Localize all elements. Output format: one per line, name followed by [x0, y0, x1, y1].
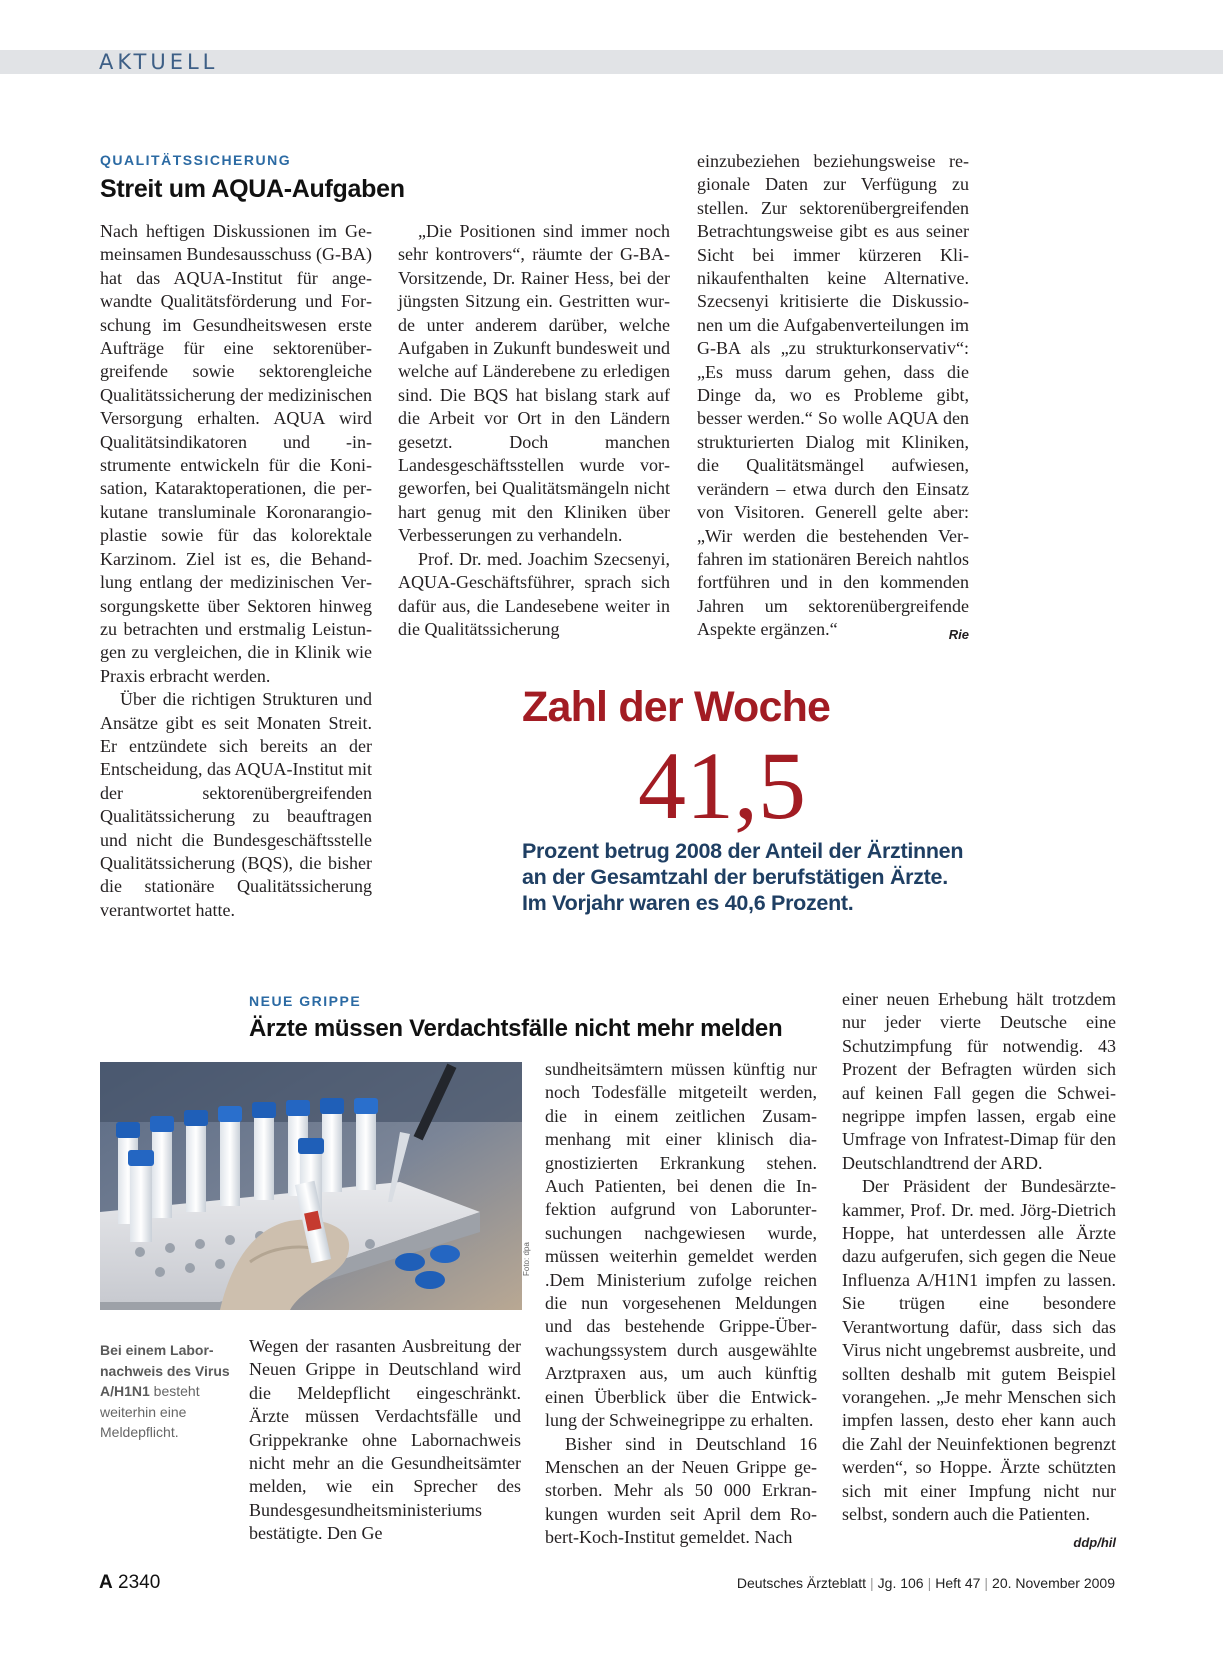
photo-credit: Foto: dpa — [522, 1242, 531, 1276]
article1-author: Rie — [948, 627, 969, 643]
article2-col1-para-1: Wegen der rasanten Ausbreitung der Neuen Grippe in Deutschland wird die Meldepflicht eingeschränkt. Ärzte müssen Verdachtsfälle und Grippekranke ohne Labornachweis nicht mehr an die Gesundheitsämter melden, wie ein Sprecher des Bundesgesundheitsministeriums bestätigte. Den Ge — [249, 1336, 521, 1544]
page-number — [99, 1572, 160, 1594]
section-label: AKTUELL — [99, 50, 219, 74]
zahl-der-woche-line-1: Prozent betrug 2008 der Anteil der Ärztinnen — [522, 839, 964, 863]
zahl-der-woche-text — [522, 838, 962, 916]
article2-col2-para-1: sundheitsämtern müssen künftig nur noch Todesfälle mitgeteilt werden, die in einem zeitlichen Zusammenhang mit einer klinisch diagnostizierten Erkrankung stehen. Auch Patienten, bei denen die Infektion aufgrund von Laboruntersuchungen nachgewiesen wurde, müssen weiterhin gemeldet werden .Dem Ministerium zufolge reichen die nun vorgesehenen Meldungen und das bestehende Grippe-Überwachungssystem durch ausgewählte Arztpraxen aus, um auch künftig einen Überblick über die Entwicklung der Schweinegrippe zu erhalten. — [545, 1059, 817, 1431]
article1-col3-para-1 — [697, 150, 969, 642]
article2-kicker: NEUE GRIPPE — [249, 993, 362, 1009]
article1-kicker: QUALITÄTSSICHERUNG — [100, 152, 292, 168]
article1-title: Streit um AQUA-Aufgaben — [100, 175, 405, 203]
article2-col3-para-2 — [842, 1175, 1116, 1551]
article1-column-2 — [398, 220, 670, 641]
zahl-der-woche-number: 41,5 — [638, 732, 806, 839]
article1-column-3 — [697, 150, 969, 647]
article2-column-1 — [249, 1335, 521, 1546]
zahl-der-woche-line-2: an der Gesamtzahl der berufstätigen Ärzte. — [522, 865, 948, 889]
article1-col3-text: einzubeziehen beziehungsweise regionale Daten zur Verfügung zu stellen. Zur sektorenübergreifenden Betrachtungsweise gibt es aus seiner Sicht bei immer kürzeren Klinikaufenthalten keine Alternative. Szecsenyi kritisierte die Diskussionen um die Aufgabenverteilungen im G-BA als „zu strukturkonservativ“: „Es muss darum gehen, dass die Dinge da, wo es Probleme gibt, besser werden.“ So wolle AQUA den strukturierten Dialog mit Kliniken, die Qualitätsmängel aufwiesen, verändern – etwa durch den Einsatz von Visitoren. Generell gelte aber: „Wir werden die bestehenden Verfahren im stationären Bereich nahtlos fortführen und in den kommenden Jahren um sektorenübergreifende Aspekte ergänzen.“ — [697, 151, 969, 640]
article2-col3-para-1: einer neuen Erhebung hält trotzdem nur jeder vierte Deutsche eine Schutzimpfung für notwendig. 43 Prozent der Befragten würden sich auf keinen Fall gegen die Schweinegrippe impfen lassen, ergab eine Umfrage von Infratest-Dimap für den Deutschlandtrend der ARD. — [842, 989, 1116, 1173]
issue-date: 20. November 2009 — [992, 1575, 1115, 1591]
photo-illustration — [100, 1062, 522, 1310]
page-number-value: 2340 — [118, 1572, 161, 1593]
article2-column-3 — [842, 988, 1116, 1555]
article1-col2-para-2: Prof. Dr. med. Joachim Szecsenyi, AQUA-Geschäftsführer, sprach sich dafür aus, die Landesebene weiter in die Qualitätssicherung — [398, 548, 670, 639]
footer-meta: Deutsches Ärzteblatt | Jg. 106 | Heft 47 | 20. November 2009 — [736, 1575, 1115, 1591]
article2-column-2 — [545, 1058, 817, 1550]
photo-caption — [100, 1340, 230, 1443]
caption-bold: Bei einem Labornachweis des Virus A/H1N1 — [100, 1342, 230, 1399]
article1-column-1 — [100, 220, 372, 922]
article1-col1-para-1: Nach heftigen Diskussionen im Gemeinsamen Bundesausschuss (G-BA) hat das AQUA-Institut für angewandte Qualitätsförderung und Forschung im Gesundheitswesen erste Aufträge für eine sektorenübergreifende sowie sektorengleiche Qualitätssicherung der medizinischen Versorgung erhalten. AQUA wird Qualitätsindikatoren und -instrumente entwickeln für die Konisation, Kataraktoperationen, die perkutane transluminale Koronarangioplastie sowie für das kolorektale Karzinom. Ziel ist es, die Behandlung entlang der medizinischen Versorgungskette über Sektoren hinweg zu betrachten und erstmalig Leistungen zu vergleichen, die in Klinik wie Praxis erbracht werden. — [100, 221, 372, 686]
zahl-der-woche-line-3: Im Vorjahr waren es 40,6 Prozent. — [522, 891, 854, 915]
journal-name: Deutsches Ärzteblatt — [736, 1575, 867, 1591]
caption-rest: besteht weiterhin eine Meldepflicht. — [100, 1383, 200, 1440]
zahl-der-woche-title: Zahl der Woche — [522, 683, 831, 731]
article1-col2-para-1: „Die Positionen sind immer noch sehr kontrovers“, räumte der G-BA-Vorsitzende, Dr. Rainer Hess, bei der jüngsten Sitzung ein. Gestritten wurde unter anderem darüber, welche Aufgaben in Zukunft bundesweit und welche auf Länderebene zu erledigen sind. Die BQS hat bislang stark auf die Arbeit vor Ort in den Ländern gesetzt. Doch manchen Landesgeschäftsstellen wurde vorgeworfen, bei Qualitätsmängeln nicht hart genug mit den Kliniken über Verbesserungen zu verhandeln. — [398, 221, 670, 546]
lab-test-tubes-photo — [100, 1062, 522, 1310]
article2-author: ddp/hil — [1073, 1535, 1116, 1551]
article2-title: Ärzte müssen Verdachtsfälle nicht mehr melden — [249, 1015, 783, 1042]
article2-col2-para-2: Bisher sind in Deutschland 16 Menschen an der Neuen Grippe gestorben. Mehr als 50 000 Erkrankungen wurden seit April dem Robert-Koch-Institut gemeldet. Nach — [545, 1433, 817, 1548]
article1-col1-para-2: Über die richtigen Strukturen und Ansätze gibt es seit Monaten Streit. Er entzündete sich bereits an der Entscheidung, das AQUA-Institut mit der sektorenübergreifenden Qualitätssicherung zu beauftragen und nicht die Bundesgeschäftsstelle Qualitätssicherung (BQS), die bisher die stationäre Qualitätssicherung verantwortet hatte. — [100, 689, 372, 920]
article2-col3-text: Der Präsident der Bundesärztekammer, Prof. Dr. med. Jörg-Dietrich Hoppe, hat unterdessen alle Ärzte dazu aufgerufen, sich gegen die Neue Influenza A/H1N1 impfen zu lassen. Sie trügen eine besondere Verantwortung dafür, dass sich das Virus nicht ungebremst ausbreite, und sollten deshalb mit gutem Beispiel vorangehen. „Je mehr Menschen sich impfen lassen, desto eher kann auch die Zahl der Neuinfektionen begrenzt werden“, so Hoppe. Ärzte schützten sich mit einer Impfung nicht nur selbst, sondern auch die Patienten. — [842, 1176, 1116, 1524]
page-prefix: A — [99, 1572, 113, 1593]
volume: Jg. 106 — [877, 1575, 924, 1591]
issue: Heft 47 — [935, 1575, 981, 1591]
